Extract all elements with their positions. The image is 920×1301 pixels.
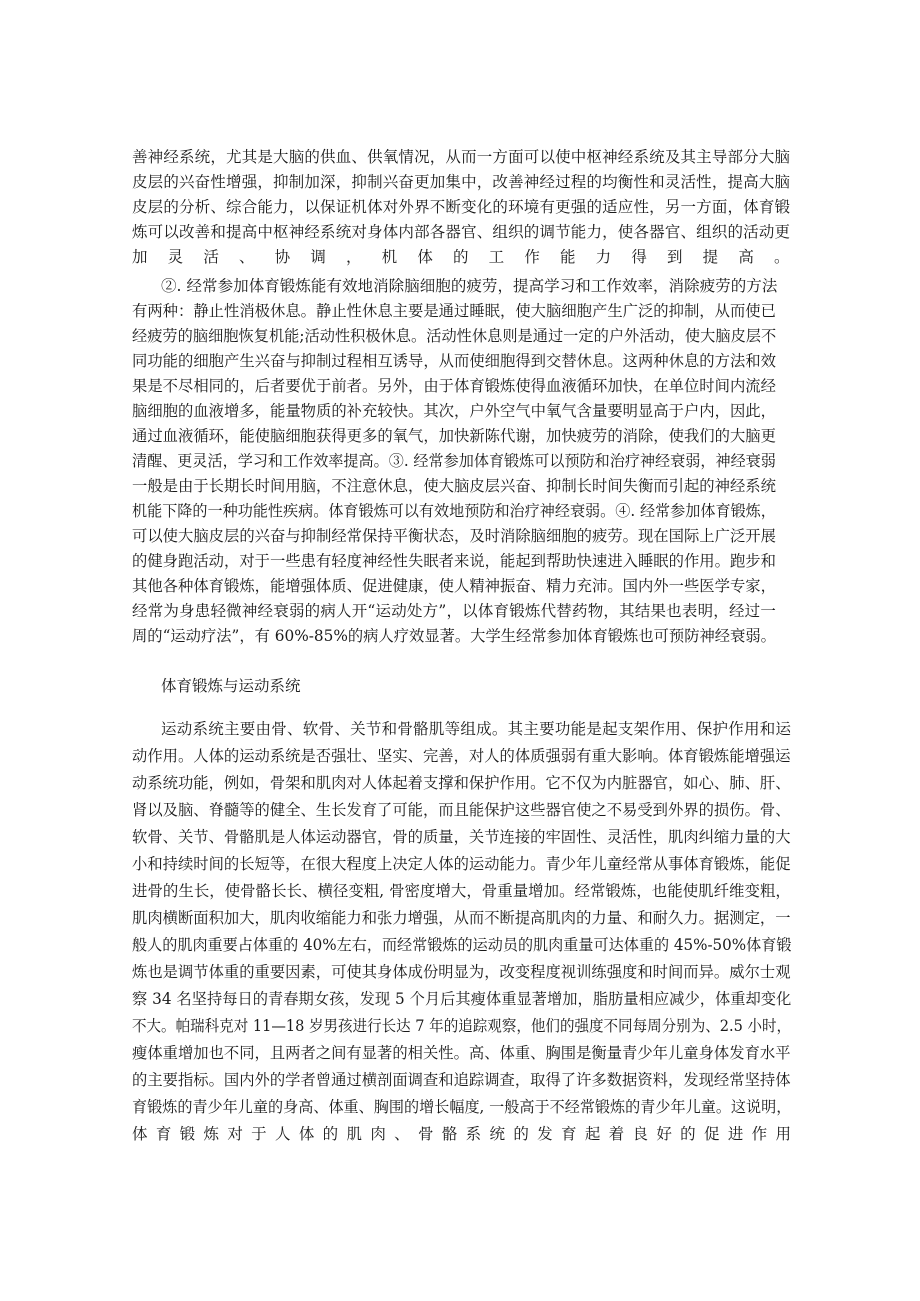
paragraph-2-line-6: 脑细胞的血液增多，能量物质的补充较快。其次，户外空气中氧气含量要明显高于户内，因此， <box>132 402 776 420</box>
paragraph-2-line-13: 其他各种体育锻炼，能增强体质、促进健康，使人精神振奋、精力充沛。国内外一些医学专家， <box>132 577 776 595</box>
paragraph-3-line-11: 察 34 名坚持每日的青春期女孩，发现 5 个月后其瘦体重显著增加，脂肪量相应减少，体重却变化 <box>132 990 792 1008</box>
paragraph-2-line-14: 经常为身患轻微神经衰弱的病人开“运动处方”，以体育锻炼代替药物，其结果也表明，经过一 <box>132 602 777 620</box>
paragraph-3-line-7: 进骨的生长，使骨骼长长、横径变粗, 骨密度增大，骨重量增加。经常锻炼，也能使肌纤维变粗， <box>132 882 791 900</box>
paragraph-3-line-6: 小和持续时间的长短等，在很大程度上决定人体的运动能力。青少年儿童经常从事体育锻炼，能促 <box>132 855 791 873</box>
paragraph-3-line-1: 运动系统主要由骨、软骨、关节和骨骼肌等组成。其主要功能是起支架作用、保护作用和运 <box>161 720 792 738</box>
paragraph-1-line-1: 善神经系统，尤其是大脑的供血、供氧情况，从而一方面可以使中枢神经系统及其主导部分大脑 <box>132 148 791 166</box>
paragraph-2-line-1: ②. 经常参加体育锻炼能有效地消除脑细胞的疲劳，提高学习和工作效率，消除疲劳的方法 <box>161 277 778 295</box>
paragraph-3-line-8: 肌肉横断面积加大，肌肉收缩能力和张力增强，从而不断提高肌肉的力量、和耐久力。据测定，一 <box>132 909 791 927</box>
paragraph-3-line-3: 动系统功能，例如，骨架和肌肉对人体起着支撑和保护作用。它不仅为内脏器官，如心、肺、肝、 <box>132 774 791 792</box>
paragraph-1-line-5: 加灵活、协调，机体的工作能力得到提高。 <box>132 248 810 266</box>
paragraph-2-line-2: 有两种：静止性消极休息。静止性休息主要是通过睡眠，使大脑细胞产生广泛的抑制，从而使已 <box>132 302 776 320</box>
paragraph-2-line-9: 一般是由于长期长时间用脑，不注意休息，使大脑皮层兴奋、抑制长时间失衡而引起的神经系统 <box>132 477 776 495</box>
paragraph-2-line-10: 机能下降的一种功能性疾病。体育锻炼可以有效地预防和治疗神经衰弱。④. 经常参加体育锻炼， <box>132 502 776 520</box>
paragraph-3-line-16: 体育锻炼对于人体的肌肉、骨骼系统的发育起着良好的促进作用 <box>132 1125 800 1143</box>
paragraph-1-line-3: 皮层的分析、综合能力，以保证机体对外界不断变化的环境有更强的适应性，另一方面，体育锻 <box>132 198 791 216</box>
paragraph-3-line-5: 软骨、关节、骨骼肌是人体运动器官，骨的质量，关节连接的牢固性、灵活性，肌肉纠缩力量的大 <box>132 828 791 846</box>
paragraph-3-line-4: 肾以及脑、脊髓等的健全、生长发育了可能，而且能保护这些器官使之不易受到外界的损伤。骨、 <box>132 801 791 819</box>
paragraph-3-line-12: 不大。帕瑞科克对 11—18 岁男孩进行长达 7 年的追踪观察，他们的强度不同每周分别为、2.5 小时， <box>132 1017 792 1035</box>
paragraph-2-line-15: 周的“运动疗法”，有 60%-85%的病人疗效显著。大学生经常参加体育锻炼也可预防神经衰弱。 <box>132 627 776 645</box>
paragraph-3-line-9: 般人的肌肉重要占体重的 40%左右，而经常锻炼的运动员的肌肉重量可达体重的 45%-50%体育锻 <box>132 936 792 954</box>
paragraph-2-line-4: 同功能的细胞产生兴奋与抑制过程相互诱导，从而使细胞得到交替休息。这两种休息的方法和效 <box>132 352 776 370</box>
paragraph-2-line-3: 经疲劳的脑细胞恢复机能;活动性积极休息。活动性休息则是通过一定的户外活动，使大脑皮层不 <box>132 327 777 345</box>
paragraph-2-line-7: 通过血液循环，能使脑细胞获得更多的氧气，加快新陈代谢，加快疲劳的消除，使我们的大脑更 <box>132 427 776 445</box>
paragraph-2-line-8: 清醒、更灵活，学习和工作效率提高。③. 经常参加体育锻炼可以预防和治疗神经衰弱，神经衰弱 <box>132 452 776 470</box>
paragraph-2-line-11: 可以使大脑皮层的兴奋与抑制经常保持平衡状态，及时消除脑细胞的疲劳。现在国际上广泛开展 <box>132 527 776 545</box>
paragraph-3-line-13: 瘦体重增加也不同，且两者之间有显著的相关性。高、体重、胸围是衡量青少年儿童身体发育水平 <box>132 1044 791 1062</box>
paragraph-3-line-15: 育锻炼的青少年儿童的身高、体重、胸围的增长幅度, 一般高于不经常锻炼的青少年儿童。这说明， <box>132 1098 792 1116</box>
paragraph-1-line-4: 炼可以改善和提高中枢神经系统对身体内部各器官、组织的调节能力，使各器官、组织的活动更 <box>132 223 791 241</box>
paragraph-3-line-14: 的主要指标。国内外的学者曾通过横剖面调查和追踪调查，取得了许多数据资料，发现经常坚持体 <box>132 1071 791 1089</box>
section-heading: 体育锻炼与运动系统 <box>161 677 301 695</box>
paragraph-3-line-2: 动作用。人体的运动系统是否强壮、坚实、完善，对人的体质强弱有重大影响。体育锻炼能增强运 <box>132 747 791 765</box>
paragraph-1-line-2: 皮层的兴奋性增强，抑制加深，抑制兴奋更加集中，改善神经过程的均衡性和灵活性，提高大脑 <box>132 173 791 191</box>
paragraph-2-line-5: 果是不尽相同的，后者要优于前者。另外，由于体育锻炼使得血液循环加快，在单位时间内流经 <box>132 377 776 395</box>
paragraph-3-line-10: 炼也是调节体重的重要因素，可使其身体成份明显为，改变程度视训练强度和时间而异。威尔士观 <box>132 963 791 981</box>
paragraph-2-line-12: 的健身跑活动，对于一些患有轻度神经性失眠者来说，能起到帮助快速进入睡眠的作用。跑步和 <box>132 552 776 570</box>
